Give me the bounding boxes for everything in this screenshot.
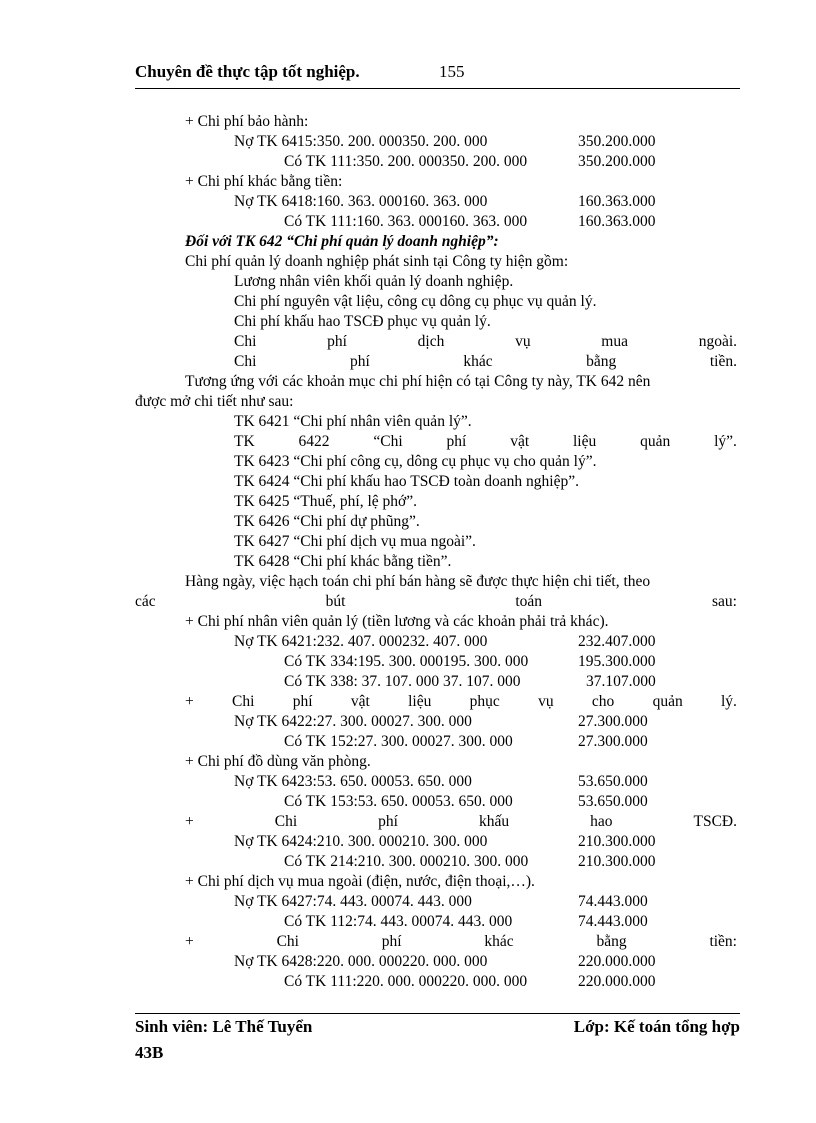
justified-line [135,812,737,832]
word: TK [234,433,255,450]
entry-amount: 74.443.000 [578,913,648,930]
text-line: Chi phí nguyên vật liệu, công cụ dông cụ phục vụ quản lý. [234,293,597,310]
word: phí [446,433,467,450]
word: hao [590,813,613,830]
journal-entry [135,652,737,672]
word: Chi [234,353,257,370]
entry-amount: 220.000.000 [578,973,656,990]
text-line: TK 6428 “Chi phí khác bằng tiền”. [234,553,452,570]
word: lý. [721,693,737,710]
entry-amount: 210.300.000 [578,853,656,870]
header-title: Chuyên đề thực tập tốt nghiệp. [135,62,360,81]
word: + [185,813,194,830]
word: Chi [274,813,298,830]
entry-label: Có TK 334:195. 300. 000195. 300. 000 [284,653,529,670]
entry-amount: 53.650.000 [578,773,648,790]
journal-entry [135,832,737,852]
word: vật [510,433,530,450]
entry-amount: 27.300.000 [578,733,648,750]
word: các [135,593,156,610]
word: vật [350,693,370,710]
entry-amount: 160.363.000 [578,213,656,230]
text-line: TK 6427 “Chi phí dịch vụ mua ngoài”. [234,533,476,550]
word: + [185,693,194,710]
text-line: + Chi phí dịch vụ mua ngoài (điện, nước, điện thoại,…). [185,873,535,890]
entry-amount: 350.200.000 [578,133,656,150]
word: Chi [232,693,255,710]
word: tiền. [709,353,737,370]
text-line: + Chi phí khác bằng tiền: [185,173,343,190]
justified-line [135,332,737,352]
word: bằng [596,933,627,950]
text-line: + Chi phí đồ dùng văn phòng. [185,753,371,770]
word: Chi [234,333,257,350]
word: khấu [478,813,510,830]
journal-entry [135,952,737,972]
entry-label: Có TK 152:27. 300. 00027. 300. 000 [284,733,513,750]
word: + [185,933,194,950]
journal-entry [135,672,737,692]
entry-label: Có TK 111:220. 000. 000220. 000. 000 [284,973,528,990]
page-header [135,60,740,89]
word: phí [381,933,402,950]
justified-line [135,692,737,712]
word: phí [349,353,370,370]
text-line: Tương ứng với các khoản mục chi phí hiện có tại Công ty này, TK 642 nên [185,373,651,390]
entry-label: Có TK 214:210. 300. 000210. 300. 000 [284,853,529,870]
text-line: TK 6426 “Chi phí dự phũng”. [234,513,420,530]
word: khác [484,933,514,950]
word: sau: [712,593,737,610]
word: phí [327,333,347,350]
entry-amount: 160.363.000 [578,193,656,210]
journal-entry [135,972,737,992]
entry-label: Nợ TK 6428:220. 000. 000220. 000. 000 [234,953,488,970]
word: dịch [417,333,445,350]
word: cho [591,693,615,710]
text-line: được mở chi tiết như sau: [135,393,294,410]
word: vụ [538,693,554,710]
entry-amount: 232.407.000 [578,633,656,650]
entry-amount: 220.000.000 [578,953,656,970]
word: khác [463,353,493,370]
word: “Chi [373,433,403,450]
document-body [135,112,737,992]
entry-label: Có TK 111:350. 200. 000350. 200. 000 [284,153,528,170]
word: ngoài. [698,333,737,350]
entry-label: Nợ TK 6415:350. 200. 000350. 200. 000 [234,133,488,150]
entry-amount: 210.300.000 [578,833,656,850]
class-name-cont: 43B [135,1043,164,1062]
word: Chi [276,933,299,950]
journal-entry [135,792,737,812]
journal-entry [135,772,737,792]
word: 6422 [298,433,330,450]
word: toán [515,593,543,610]
text-line: TK 6423 “Chi phí công cụ, dông cụ phục vụ cho quản lý”. [234,453,597,470]
word: vụ [515,333,531,350]
entry-label: Nợ TK 6418:160. 363. 000160. 363. 000 [234,193,488,210]
journal-entry [135,892,737,912]
word: bút [325,593,346,610]
text-line: Hàng ngày, việc hạch toán chi phí bán hàng sẽ được thực hiện chi tiết, theo [185,573,651,590]
journal-entry [135,912,737,932]
word: tiền: [709,933,737,950]
page-footer [135,1013,740,1062]
entry-amount: 37.107.000 [586,673,656,690]
text-line: TK 6424 “Chi phí khấu hao TSCĐ toàn doanh nghiệp”. [234,473,579,490]
justified-line [135,932,737,952]
text-line: TK 6425 “Thuế, phí, lệ phớ”. [234,493,417,510]
word: bằng [586,353,617,370]
student-name: Sinh viên: Lê Thế Tuyển [135,1017,313,1036]
entry-amount: 27.300.000 [578,713,648,730]
entry-label: Có TK 111:160. 363. 000160. 363. 000 [284,213,528,230]
journal-entry [135,632,737,652]
entry-label: Nợ TK 6424:210. 300. 000210. 300. 000 [234,833,488,850]
word: liệu [408,693,432,710]
text-line: + Chi phí nhân viên quản lý (tiền lương và các khoản phải trả khác). [185,613,609,630]
entry-label: Nợ TK 6427:74. 443. 00074. 443. 000 [234,893,472,910]
text-line: + Chi phí bảo hành: [185,113,309,130]
entry-label: Nợ TK 6421:232. 407. 000232. 407. 000 [234,633,488,650]
word: phí [292,693,313,710]
entry-label: Có TK 112:74. 443. 00074. 443. 000 [284,913,513,930]
class-name: Lớp: Kế toán tổng hợp [573,1017,740,1036]
word: quản [640,433,671,450]
journal-entry [135,732,737,752]
entry-label: Có TK 338: 37. 107. 000 37. 107. 000 [284,673,521,690]
journal-entry [135,712,737,732]
entry-label: Có TK 153:53. 650. 00053. 650. 000 [284,793,513,810]
entry-label: Nợ TK 6422:27. 300. 00027. 300. 000 [234,713,472,730]
text-line: Lương nhân viên khối quản lý doanh nghiệp. [234,273,514,290]
journal-entry [135,192,737,212]
word: lý”. [714,433,737,450]
entry-amount: 74.443.000 [578,893,648,910]
word: TSCĐ. [693,813,737,830]
text-line: TK 6421 “Chi phí nhân viên quản lý”. [234,413,472,430]
entry-amount: 350.200.000 [578,153,656,170]
word: liệu [573,433,597,450]
word: phí [378,813,398,830]
justified-line [135,432,737,452]
text-line: Chi phí khấu hao TSCĐ phục vụ quản lý. [234,313,491,330]
page-number: 155 [439,62,465,81]
justified-line [135,352,737,372]
word: mua [601,333,628,350]
journal-entry [135,132,737,152]
journal-entry [135,152,737,172]
journal-entry [135,212,737,232]
entry-amount: 53.650.000 [578,793,648,810]
journal-entry [135,852,737,872]
entry-label: Nợ TK 6423:53. 650. 00053. 650. 000 [234,773,472,790]
word: quản [652,693,683,710]
text-line: Chi phí quản lý doanh nghiệp phát sinh tại Công ty hiện gồm: [185,253,569,270]
entry-amount: 195.300.000 [578,653,656,670]
justified-line [135,592,737,612]
section-heading: Đối với TK 642 “Chi phí quản lý doanh nghiệp”: [185,233,499,250]
word: phục [469,693,500,710]
